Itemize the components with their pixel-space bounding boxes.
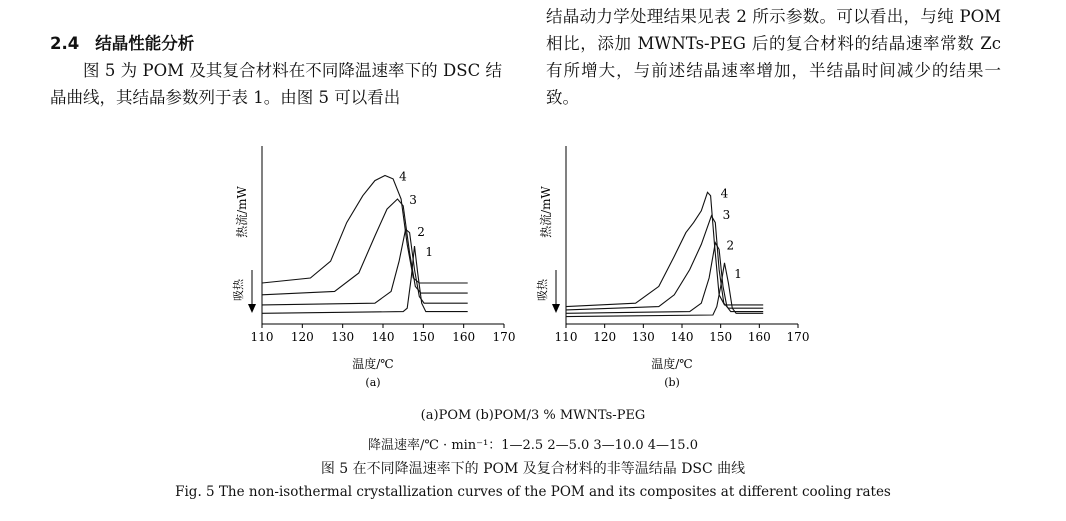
x-tick-label: 160 — [747, 330, 771, 344]
y-axis-label: 热流/mW — [235, 186, 249, 238]
figure-caption-en: Fig. 5 The non-isothermal crystallization curves of the POM and its composites at different cooling rates — [175, 484, 891, 500]
right-paragraph: 结晶动力学处理结果见表 2 所示参数。可以看出，与纯 POM 相比，添加 MWNTs-PEG 后的复合材料的结晶速率常数 Zc 有所增大，与前述结晶速率增加，半结晶时间减少的结果一致。 — [546, 7, 1001, 107]
section-heading — [50, 30, 502, 57]
curve-label-4: 4 — [720, 186, 729, 201]
x-tick-label: 120 — [290, 330, 314, 344]
figure-caption-cn: 图 5 在不同降温速率下的 POM 及复合材料的非等温结晶 DSC 曲线 — [320, 461, 746, 477]
curve-4 — [262, 176, 468, 284]
x-tick-label: 140 — [371, 330, 395, 344]
x-tick-label: 130 — [631, 330, 655, 344]
curve-label-2: 2 — [417, 225, 425, 239]
x-tick-label: 150 — [411, 330, 435, 344]
curve-label-4: 4 — [399, 169, 407, 184]
curve-label-3: 3 — [722, 208, 731, 223]
x-tick-label: 110 — [554, 330, 578, 344]
x-tick-label: 120 — [593, 330, 617, 344]
curve-label-3: 3 — [409, 193, 417, 208]
section-number: 2.4 — [50, 34, 80, 53]
x-tick-label: 150 — [709, 330, 733, 344]
endo-label: 吸热 — [536, 279, 549, 301]
left-column — [50, 30, 502, 111]
endo-label: 吸热 — [232, 279, 245, 301]
chart-svg — [228, 142, 528, 397]
curve-3 — [262, 199, 468, 295]
endo-arrow-head — [552, 304, 560, 313]
curve-label-2: 2 — [726, 238, 735, 253]
endo-arrow-head — [248, 304, 256, 313]
x-tick-label: 160 — [452, 330, 476, 344]
panel-label: (a) — [365, 376, 381, 389]
x-tick-label: 110 — [250, 330, 274, 344]
panel-label: (b) — [664, 376, 680, 389]
curve-label-1: 1 — [734, 267, 742, 281]
x-axis-label: 温度/℃ — [352, 357, 394, 371]
x-tick-label: 130 — [331, 330, 355, 344]
x-tick-label: 170 — [786, 330, 810, 344]
dsc-chart-a — [228, 142, 528, 397]
x-axis-label: 温度/℃ — [651, 357, 693, 371]
dsc-chart-b — [532, 142, 822, 397]
cooling-rate-caption: 降温速率/℃ · min⁻¹：1—2.5 2—5.0 3—10.0 4—15.0 — [368, 438, 698, 453]
right-column — [546, 3, 1001, 111]
curve-label-1: 1 — [425, 245, 433, 260]
left-paragraph: 图 5 为 POM 及其复合材料在不同降温速率下的 DSC 结晶曲线，其结晶参数列于表 1。由图 5 可以看出 — [50, 61, 502, 107]
subfigure-caption: (a)POM (b)POM/3 % MWNTs-PEG — [420, 408, 646, 423]
x-tick-label: 170 — [492, 330, 516, 344]
y-axis-label: 热流/mW — [539, 186, 553, 238]
x-tick-label: 140 — [670, 330, 694, 344]
chart-svg — [532, 142, 822, 397]
section-title: 结晶性能分析 — [95, 34, 195, 53]
curve-3 — [566, 216, 763, 310]
